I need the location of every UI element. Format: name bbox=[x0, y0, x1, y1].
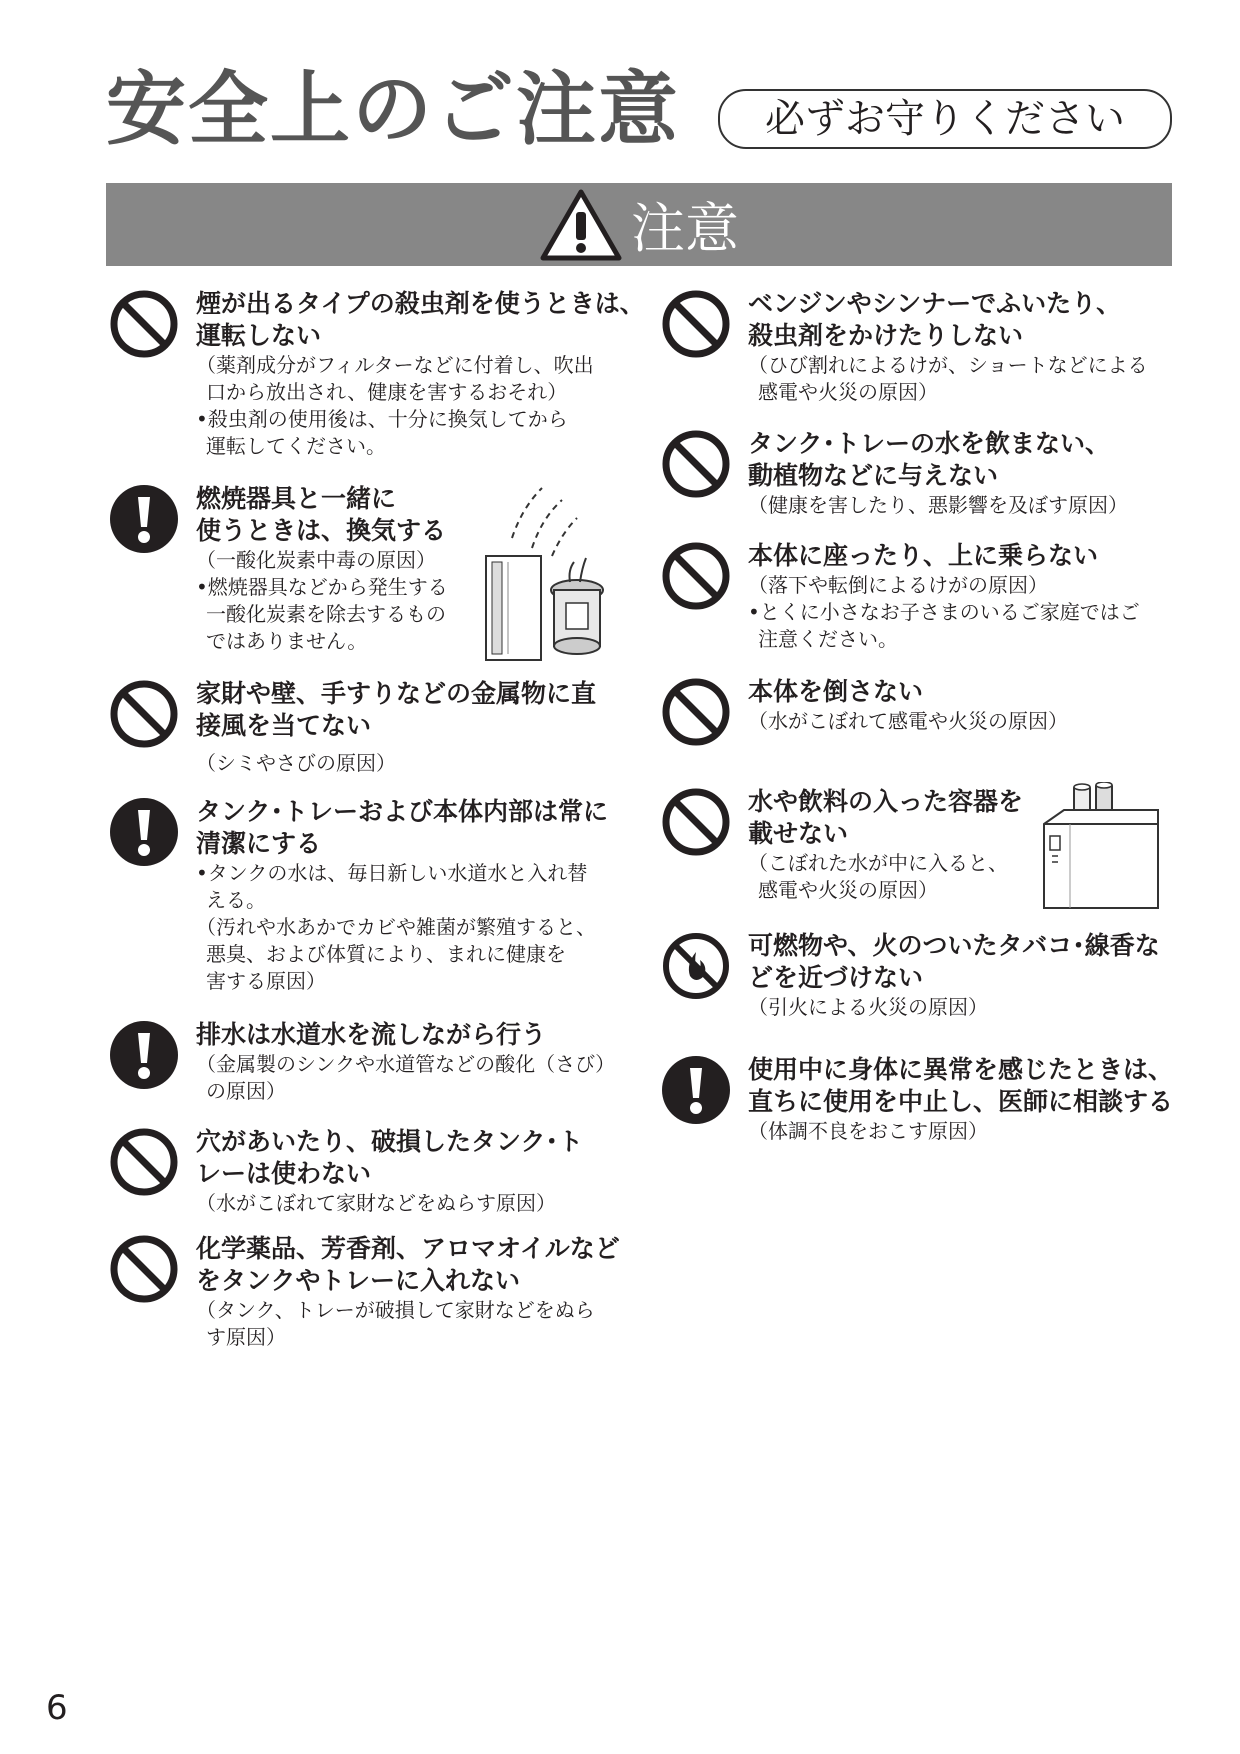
mandatory-icon bbox=[660, 1054, 732, 1126]
item-heading: 使うときは、換気する bbox=[196, 516, 447, 545]
item-note: （落下や転倒によるけがの原因） bbox=[748, 573, 1048, 597]
item-heading: 可燃物や、火のついたタバコ･線香な bbox=[748, 931, 1160, 960]
item-note: •タンクの水は、毎日新しい水道水と入れ替 bbox=[196, 861, 588, 885]
item-heading: 殺虫剤をかけたりしない bbox=[748, 321, 1024, 350]
item-heading: をタンクやトレーに入れない bbox=[196, 1266, 521, 1295]
prohibition-icon bbox=[660, 288, 732, 360]
prohibition-icon bbox=[108, 1126, 180, 1198]
item-note: （金属製のシンクや水道管などの酸化（さび） bbox=[196, 1052, 616, 1076]
prohibition-icon bbox=[660, 786, 732, 858]
item-heading: どを近づけない bbox=[748, 963, 924, 992]
item-note: （薬剤成分がフィルターなどに付着し、吹出 bbox=[196, 353, 594, 377]
item-note: （タンク、トレーが破損して家財などをぬら bbox=[196, 1298, 595, 1322]
item-note: 口から放出され、健康を害するおそれ） bbox=[206, 380, 568, 404]
item-note: の原因） bbox=[206, 1079, 286, 1103]
item-note: •とくに小さなお子さまのいるご家庭ではご bbox=[748, 600, 1140, 624]
item-heading: 本体を倒さない bbox=[748, 677, 924, 706]
purifier-and-heater-illustration bbox=[482, 478, 612, 668]
caution-label: 注意 bbox=[631, 197, 739, 260]
item-heading: 家財や壁、手すりなどの金属物に直 bbox=[196, 679, 597, 708]
item-note: （健康を害したり、悪影響を及ぼす原因） bbox=[748, 493, 1128, 517]
item-note: 感電や火災の原因） bbox=[758, 878, 938, 902]
item-heading: 直ちに使用を中止し、医師に相談する bbox=[748, 1087, 1174, 1116]
mandatory-icon bbox=[108, 796, 180, 868]
page-number: 6 bbox=[46, 1688, 68, 1728]
caution-banner bbox=[106, 183, 1172, 266]
item-note: す原因） bbox=[206, 1325, 286, 1349]
item-note: 注意ください。 bbox=[758, 627, 898, 651]
item-heading: 煙が出るタイプの殺虫剤を使うときは、 bbox=[196, 289, 645, 318]
item-note: ではありません。 bbox=[206, 629, 368, 653]
item-note: （一酸化炭素中毒の原因） bbox=[196, 548, 436, 572]
mandatory-icon bbox=[108, 483, 180, 555]
no-fire-icon bbox=[660, 930, 732, 1002]
prohibition-icon bbox=[108, 678, 180, 750]
item-note: 一酸化炭素を除去するもの bbox=[206, 602, 446, 626]
item-note: 運転してください。 bbox=[206, 434, 386, 458]
prohibition-icon bbox=[108, 288, 180, 360]
item-note: 害する原因） bbox=[206, 969, 326, 993]
item-note: （汚れや水あかでカビや雑菌が繁殖すると、 bbox=[196, 915, 596, 939]
item-note: （水がこぼれて感電や火災の原因） bbox=[748, 709, 1068, 733]
item-heading: タンク･トレーおよび本体内部は常に bbox=[196, 797, 609, 826]
item-heading: 動植物などに与えない bbox=[748, 461, 999, 490]
item-note: （引火による火災の原因） bbox=[748, 995, 988, 1019]
page-title: 安全上のご注意 bbox=[106, 63, 680, 156]
item-heading: タンク･トレーの水を飲まない、 bbox=[748, 429, 1111, 458]
item-note: （水がこぼれて家財などをぬらす原因） bbox=[196, 1191, 556, 1215]
item-heading: 穴があいたり、破損したタンク･ト bbox=[196, 1127, 584, 1156]
mandatory-icon bbox=[108, 1019, 180, 1091]
item-heading: レーは使わない bbox=[196, 1159, 372, 1188]
item-heading: ベンジンやシンナーでふいたり、 bbox=[748, 289, 1122, 318]
item-note: 感電や火災の原因） bbox=[758, 380, 938, 404]
item-heading: 化学薬品、芳香剤、アロマオイルなど bbox=[196, 1234, 620, 1263]
item-note: える。 bbox=[206, 888, 266, 912]
containers-on-unit-illustration bbox=[1040, 782, 1170, 910]
item-heading: 本体に座ったり、上に乗らない bbox=[748, 541, 1099, 570]
item-heading: 接風を当てない bbox=[196, 711, 372, 740]
prohibition-icon bbox=[108, 1233, 180, 1305]
item-note: •殺虫剤の使用後は、十分に換気してから bbox=[196, 407, 568, 431]
item-note: （こぼれた水が中に入ると、 bbox=[748, 851, 1008, 875]
must-follow-badge: 必ずお守りください bbox=[718, 89, 1172, 149]
prohibition-icon bbox=[660, 540, 732, 612]
item-note: （シミやさびの原因） bbox=[196, 751, 396, 775]
item-heading: 水や飲料の入った容器を bbox=[748, 787, 1024, 816]
prohibition-icon bbox=[660, 428, 732, 500]
item-heading: 載せない bbox=[748, 819, 849, 848]
prohibition-icon bbox=[660, 676, 732, 748]
item-heading: 排水は水道水を流しながら行う bbox=[196, 1020, 547, 1049]
item-heading: 清潔にする bbox=[196, 829, 322, 858]
item-note: •燃焼器具などから発生する bbox=[196, 575, 448, 599]
item-note: （体調不良をおこす原因） bbox=[748, 1119, 988, 1143]
item-note: 悪臭、および体質により、まれに健康を bbox=[206, 942, 566, 966]
item-note: （ひび割れによるけが、ショートなどによる bbox=[748, 353, 1148, 377]
warning-triangle-icon bbox=[539, 188, 623, 262]
item-heading: 燃焼器具と一緒に bbox=[196, 484, 397, 513]
item-heading: 運転しない bbox=[196, 321, 322, 350]
item-heading: 使用中に身体に異常を感じたときは、 bbox=[748, 1055, 1174, 1084]
